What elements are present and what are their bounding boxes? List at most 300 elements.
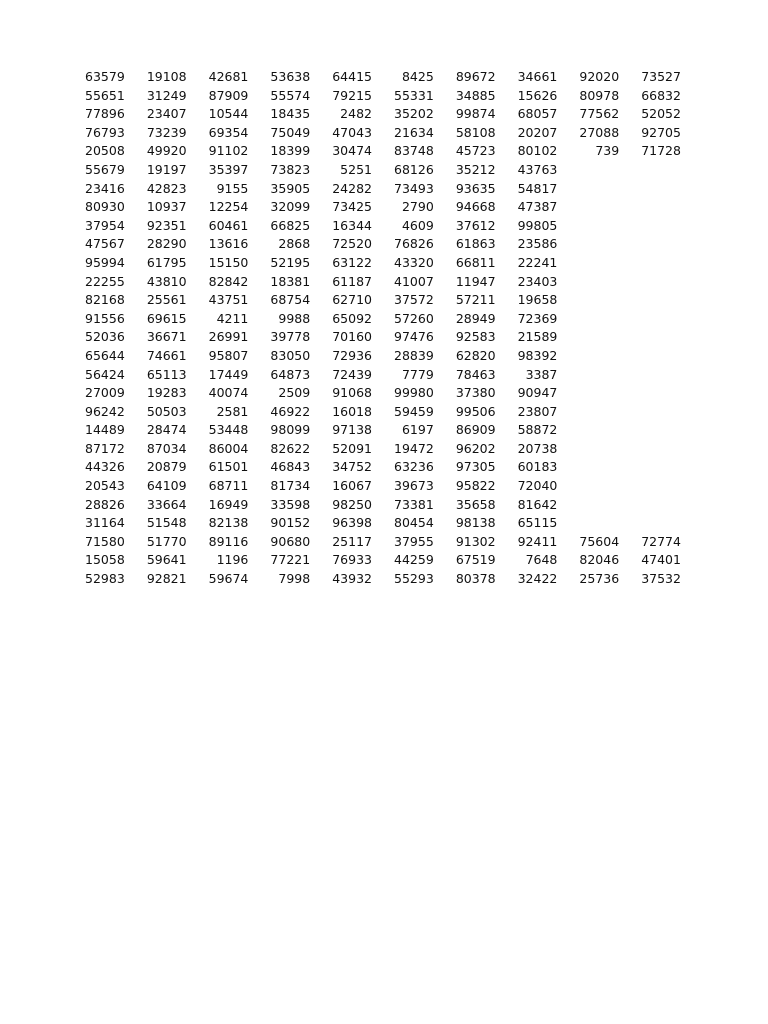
table-cell: 32422 [517,571,558,587]
table-cell: 37954 [85,217,125,233]
table-cell: 76793 [85,124,125,140]
table-cell: 90947 [517,385,558,401]
table-cell: 39673 [394,478,434,494]
table-cell: 25736 [579,571,620,587]
table-cell: 80102 [517,143,558,159]
table-cell: 86909 [455,422,496,438]
table-row [66,105,684,124]
table-cell: 62710 [332,292,372,308]
table-cell: 73425 [332,199,372,215]
table-cell [560,384,622,403]
table-cell: 28290 [146,236,187,252]
table-row [66,328,684,347]
table-cell: 70160 [332,329,372,345]
table-cell [622,161,684,180]
table-cell: 73381 [394,496,434,512]
table-cell: 9155 [216,180,249,196]
table-cell: 35905 [270,180,311,196]
table-cell [622,366,684,385]
table-row [66,477,684,496]
table-cell: 43320 [394,254,434,270]
table-cell: 46922 [270,403,311,419]
table-cell: 19283 [146,385,187,401]
table-row [66,198,684,217]
number-table [66,68,684,589]
table-cell: 3387 [525,366,558,382]
table-cell: 15150 [208,254,249,270]
table-cell [560,440,622,459]
table-cell [622,310,684,329]
table-row [66,68,684,87]
table-cell: 7998 [278,571,311,587]
number-table-body [66,68,684,589]
table-cell: 59459 [394,403,434,419]
table-cell: 27088 [579,124,620,140]
table-cell: 31249 [146,87,187,103]
table-cell: 66832 [641,87,681,103]
table-cell: 16344 [332,217,372,233]
table-cell: 14489 [85,422,125,438]
table-cell: 16067 [332,478,372,494]
table-cell [560,347,622,366]
table-cell [622,477,684,496]
table-cell: 24282 [332,180,372,196]
table-cell: 54817 [517,180,558,196]
table-cell [560,366,622,385]
table-cell: 73527 [641,69,681,84]
table-cell [560,403,622,422]
table-cell: 96202 [455,440,496,456]
table-cell: 97305 [455,459,496,475]
table-cell: 23416 [85,180,125,196]
table-cell [560,254,622,273]
table-cell [622,254,684,273]
table-cell: 59674 [208,571,249,587]
table-cell [622,384,684,403]
table-cell: 35658 [455,496,496,512]
table-cell: 9988 [278,310,311,326]
table-cell: 35397 [208,161,249,177]
table-cell: 69354 [208,124,249,140]
table-cell: 28826 [85,496,125,512]
table-cell: 92351 [146,217,187,233]
table-cell: 64415 [332,69,372,84]
table-cell: 98392 [517,347,558,363]
table-cell: 80454 [394,515,434,531]
table-cell: 7648 [525,552,558,568]
table-cell: 55331 [394,87,434,103]
table-row [66,496,684,515]
table-cell: 99805 [517,217,558,233]
table-cell: 18381 [270,273,311,289]
table-cell: 2790 [401,199,434,215]
table-row [66,235,684,254]
table-cell: 73493 [394,180,434,196]
table-cell: 4211 [216,310,249,326]
table-row [66,551,684,570]
table-cell: 10544 [208,106,249,122]
table-cell: 45723 [455,143,496,159]
table-cell [560,217,622,236]
table-cell: 99980 [394,385,434,401]
table-row [66,514,684,533]
table-cell: 739 [595,143,620,159]
table-cell: 61501 [208,459,249,475]
table-row [66,421,684,440]
table-cell: 42823 [146,180,187,196]
table-cell: 66811 [455,254,496,270]
table-cell: 95822 [455,478,496,494]
table-cell: 52983 [85,571,125,587]
table-cell: 33598 [270,496,311,512]
table-cell: 8425 [401,69,434,84]
table-cell [622,496,684,515]
table-cell: 41007 [394,273,434,289]
table-cell: 58108 [455,124,496,140]
table-row [66,217,684,236]
table-cell [622,235,684,254]
table-cell: 47401 [641,552,681,568]
table-cell: 98250 [332,496,372,512]
table-cell: 76826 [394,236,434,252]
table-cell: 37955 [394,533,434,549]
table-cell: 28949 [455,310,496,326]
table-cell: 18399 [270,143,311,159]
table-cell: 67519 [455,552,496,568]
table-cell [622,403,684,422]
table-cell: 82622 [270,440,311,456]
table-cell: 71580 [85,533,125,549]
table-cell: 18435 [270,106,311,122]
table-cell: 22255 [85,273,125,289]
table-cell: 25561 [146,292,187,308]
table-cell: 52091 [332,440,372,456]
table-cell: 26991 [208,329,249,345]
table-cell: 57260 [394,310,434,326]
table-cell: 23407 [146,106,187,122]
table-cell: 36671 [146,329,187,345]
table-cell [560,477,622,496]
table-cell: 21589 [517,329,558,345]
table-cell: 74661 [146,347,187,363]
table-cell: 2581 [216,403,249,419]
table-cell: 87172 [85,440,125,456]
table-cell: 37380 [455,385,496,401]
table-cell: 72040 [517,478,558,494]
table-cell: 97138 [332,422,372,438]
table-cell: 83050 [270,347,311,363]
table-cell: 75049 [270,124,311,140]
table-cell: 44326 [85,459,125,475]
table-cell: 95807 [208,347,249,363]
table-cell: 20738 [517,440,558,456]
table-cell: 56424 [85,366,125,382]
table-cell: 16018 [332,403,372,419]
table-cell [622,421,684,440]
table-cell: 22241 [517,254,558,270]
table-cell [622,347,684,366]
table-cell: 4609 [401,217,434,233]
table-cell: 23403 [517,273,558,289]
table-cell: 65115 [517,515,558,531]
table-cell: 81734 [270,478,311,494]
table-cell: 68754 [270,292,311,308]
table-cell: 46843 [270,459,311,475]
table-cell: 99874 [455,106,496,122]
table-cell: 31164 [85,515,125,531]
table-cell [560,514,622,533]
table-cell: 42681 [208,69,249,84]
table-cell: 98138 [455,515,496,531]
table-cell: 82842 [208,273,249,289]
table-cell: 72774 [641,533,681,549]
table-cell: 55293 [394,571,434,587]
table-cell: 47043 [332,124,372,140]
table-cell: 55679 [85,161,125,177]
table-cell: 91068 [332,385,372,401]
table-row [66,291,684,310]
table-cell: 63579 [85,69,125,84]
table-cell [560,458,622,477]
table-cell: 65092 [332,310,372,326]
table-cell: 27009 [85,385,125,401]
table-cell [622,514,684,533]
table-cell: 34885 [455,87,496,103]
table-cell: 16949 [208,496,249,512]
table-cell: 2482 [340,106,372,122]
table-cell: 68711 [208,478,249,494]
table-cell: 23807 [517,403,558,419]
table-cell: 76933 [332,552,372,568]
table-cell: 37612 [455,217,496,233]
table-cell: 65644 [85,347,125,363]
table-cell: 17449 [208,366,249,382]
table-cell: 55574 [270,87,311,103]
table-cell: 95994 [85,254,125,270]
table-row [66,570,684,589]
table-row [66,142,684,161]
table-cell: 28839 [394,347,434,363]
table-cell: 60183 [517,459,558,475]
table-cell: 35202 [394,106,434,122]
table-cell: 96242 [85,403,125,419]
table-cell: 52195 [270,254,311,270]
table-cell: 82138 [208,515,249,531]
table-row [66,366,684,385]
table-cell [622,217,684,236]
table-cell: 19472 [394,440,434,456]
table-cell: 91556 [85,310,125,326]
table-row [66,87,684,106]
table-cell: 92411 [517,533,558,549]
table-cell [622,180,684,199]
table-cell: 89116 [208,533,249,549]
table-cell [622,328,684,347]
table-cell: 96398 [332,515,372,531]
table-cell: 15626 [517,87,558,103]
table-cell: 75604 [579,533,620,549]
table-cell: 33664 [146,496,187,512]
table-cell: 43751 [208,292,249,308]
table-cell [560,328,622,347]
table-cell: 92821 [146,571,187,587]
table-row [66,310,684,329]
table-cell: 43763 [517,161,558,177]
table-cell: 6197 [401,422,434,438]
table-cell: 64109 [146,478,187,494]
table-cell: 65113 [146,366,187,382]
table-cell [560,198,622,217]
table-cell: 72936 [332,347,372,363]
table-cell: 92583 [455,329,496,345]
table-cell [622,291,684,310]
table-row [66,254,684,273]
table-cell: 97476 [394,329,434,345]
table-cell: 53638 [270,69,311,84]
table-cell: 61863 [455,236,496,252]
table-cell: 77562 [579,106,620,122]
table-cell: 19197 [146,161,187,177]
table-cell [560,291,622,310]
table-cell: 63122 [332,254,372,270]
table-cell [622,458,684,477]
table-cell: 64873 [270,366,311,382]
table-cell: 23586 [517,236,558,252]
table-row [66,440,684,459]
table-cell: 30474 [332,143,372,159]
table-cell: 12254 [208,199,249,215]
table-row [66,533,684,552]
table-cell: 82046 [579,552,620,568]
table-cell: 19108 [146,69,187,84]
table-cell [560,161,622,180]
table-cell: 72439 [332,366,372,382]
table-cell [560,421,622,440]
table-cell [560,180,622,199]
table-row [66,347,684,366]
table-row [66,124,684,143]
table-cell: 63236 [394,459,434,475]
table-cell: 80978 [579,87,620,103]
table-cell: 83748 [394,143,434,159]
table-cell: 37532 [641,571,681,587]
table-cell: 91102 [208,143,249,159]
table-cell: 53448 [208,422,249,438]
table-cell: 58872 [517,422,558,438]
table-cell: 79215 [332,87,372,103]
table-cell: 91302 [455,533,496,549]
table-cell: 60461 [208,217,249,233]
table-cell: 52036 [85,329,125,345]
table-cell: 49920 [146,143,187,159]
table-cell: 66825 [270,217,311,233]
table-cell: 89672 [455,69,496,84]
table-cell: 61187 [332,273,372,289]
table-cell: 35212 [455,161,496,177]
table-cell: 61795 [146,254,187,270]
table-cell: 73823 [270,161,311,177]
table-cell: 69615 [146,310,187,326]
table-cell: 90152 [270,515,311,531]
table-cell: 73239 [146,124,187,140]
table-row [66,458,684,477]
table-cell: 80378 [455,571,496,587]
table-cell: 32099 [270,199,311,215]
table-cell: 34752 [332,459,372,475]
table-cell: 82168 [85,292,125,308]
table-row [66,273,684,292]
table-cell: 1196 [216,552,249,568]
table-cell: 51770 [146,533,187,549]
table-cell [560,273,622,292]
table-cell: 47567 [85,236,125,252]
table-cell [622,198,684,217]
table-cell: 5251 [340,161,372,177]
table-cell: 72369 [517,310,558,326]
table-cell: 71728 [641,143,681,159]
table-cell: 20508 [85,143,125,159]
table-cell: 77221 [270,552,311,568]
table-row [66,384,684,403]
table-cell [560,310,622,329]
table-cell: 87034 [146,440,187,456]
table-cell: 37572 [394,292,434,308]
table-cell: 98099 [270,422,311,438]
table-row [66,180,684,199]
table-cell: 2868 [278,236,311,252]
table-cell: 51548 [146,515,187,531]
table-cell: 19658 [517,292,558,308]
table-cell [622,273,684,292]
table-cell: 43810 [146,273,187,289]
table-cell: 21634 [394,124,434,140]
table-cell: 11947 [455,273,496,289]
table-cell: 68126 [394,161,434,177]
table-cell: 77896 [85,106,125,122]
table-cell: 72520 [332,236,372,252]
table-cell: 92705 [641,124,681,140]
table-cell: 57211 [455,292,496,308]
table-cell: 34661 [517,69,558,84]
table-cell: 2509 [278,385,311,401]
table-cell: 20207 [517,124,558,140]
table-cell [560,496,622,515]
table-cell: 47387 [517,199,558,215]
table-cell: 50503 [146,403,187,419]
table-cell: 25117 [332,533,372,549]
table-cell: 52052 [641,106,681,122]
table-cell: 39778 [270,329,311,345]
table-cell: 28474 [146,422,187,438]
table-cell: 90680 [270,533,311,549]
table-cell: 87909 [208,87,249,103]
table-cell: 55651 [85,87,125,103]
table-cell: 59641 [146,552,187,568]
table-cell: 81642 [517,496,558,512]
table-cell: 62820 [455,347,496,363]
table-cell: 40074 [208,385,249,401]
table-cell [622,440,684,459]
table-cell: 43932 [332,571,372,587]
table-cell: 13616 [208,236,249,252]
table-cell: 80930 [85,199,125,215]
table-cell: 68057 [517,106,558,122]
table-row [66,403,684,422]
table-cell: 15058 [85,552,125,568]
table-cell: 78463 [455,366,496,382]
table-cell [560,235,622,254]
table-cell: 20879 [146,459,187,475]
